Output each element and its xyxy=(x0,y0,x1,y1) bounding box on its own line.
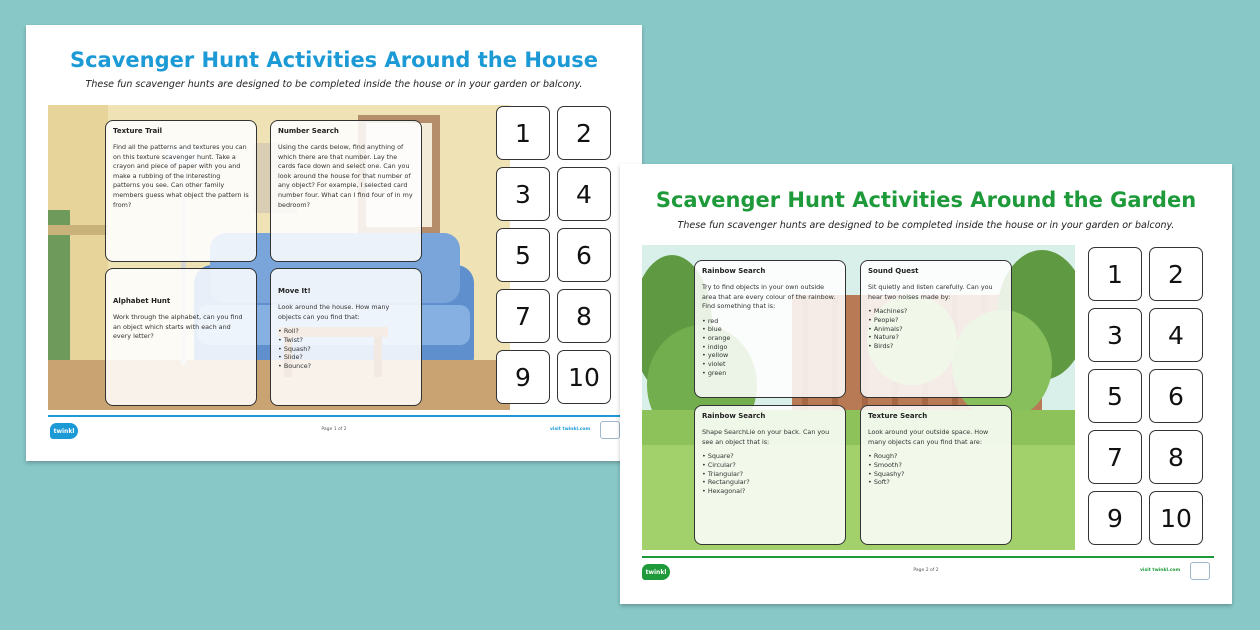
list-item: • green xyxy=(702,369,838,378)
number-card: 10 xyxy=(557,350,611,404)
list-item: • Square? xyxy=(702,452,838,461)
list-item: • Animals? xyxy=(868,325,1004,334)
list-item: • Squash? xyxy=(278,345,414,354)
list-item: • orange xyxy=(702,334,838,343)
list-item: • Twist? xyxy=(278,336,414,345)
list-item: • Circular? xyxy=(702,461,838,470)
garden-sheet-title: Scavenger Hunt Activities Around the Garden xyxy=(655,188,1197,212)
garden-sheet-subtitle: These fun scavenger hunts are designed to be completed inside the house or in your garden or balcony. xyxy=(677,220,1175,231)
list-item: • Slide? xyxy=(278,353,414,362)
number-card: 1 xyxy=(496,106,550,160)
house-room-illustration xyxy=(48,105,510,410)
number-cards-grid xyxy=(1088,247,1203,545)
activity-card-text: Work through the alphabet, can you find an object which starts with each and every letter? xyxy=(113,313,243,341)
list-item: • Triangular? xyxy=(702,470,838,479)
activity-card-text: Try to find objects in your own outside area that are every colour of the rainbow. Find something that is: xyxy=(702,283,836,311)
list-item: • Smooth? xyxy=(868,461,1004,470)
activity-card xyxy=(105,120,257,262)
garden-activity-sheet xyxy=(620,164,1232,604)
site-link: visit twinkl.com xyxy=(550,427,591,432)
activity-card-text: Look around the house. How many objects can you find that: xyxy=(278,303,390,321)
list-item: • Squashy? xyxy=(868,470,1004,479)
activity-card-text: Using the cards below, find anything of which there are that number. Lay the cards face down and select one. Can you look around the house for that number of any object? For example, I selected card number four. What can I find four of in my bedroom? xyxy=(278,143,413,209)
house-sheet-subtitle: These fun scavenger hunts are designed to be completed inside the house or in your garden or balcony. xyxy=(85,79,583,90)
twinkl-logo: twinkl xyxy=(50,423,78,439)
footer-divider xyxy=(48,415,620,417)
activity-card-title: Sound Quest xyxy=(868,267,919,275)
number-card: 7 xyxy=(1088,430,1142,484)
activity-card xyxy=(694,405,846,545)
activity-card-title: Texture Trail xyxy=(113,127,163,135)
list-item: • Rough? xyxy=(868,452,1004,461)
activity-card xyxy=(105,268,257,406)
list-item: • Machines? xyxy=(868,307,1004,316)
activity-card-title: Move It! xyxy=(278,287,311,295)
activity-card-text: Sit quietly and listen carefully. Can you hear two noises made by: xyxy=(868,283,993,301)
activity-card-title: Texture Search xyxy=(868,412,928,420)
list-item: • red xyxy=(702,317,838,326)
number-card: 5 xyxy=(496,228,550,282)
number-card: 8 xyxy=(1149,430,1203,484)
list-item: • blue xyxy=(702,325,838,334)
number-card: 3 xyxy=(1088,308,1142,362)
activity-card-title: Alphabet Hunt xyxy=(113,297,171,305)
activity-card xyxy=(860,260,1012,398)
number-card: 9 xyxy=(1088,491,1142,545)
number-card: 4 xyxy=(1149,308,1203,362)
activity-card-title: Rainbow Search xyxy=(702,412,766,420)
activity-card-text: Shape SearchLie on your back. Can you see an object that is: xyxy=(702,428,830,446)
number-card: 7 xyxy=(496,289,550,343)
list-item: • indigo xyxy=(702,343,838,352)
list-item: • Nature? xyxy=(868,333,1004,342)
number-card: 1 xyxy=(1088,247,1142,301)
list-item: • Rectangular? xyxy=(702,478,838,487)
list-item: • Hexagonal? xyxy=(702,487,838,496)
house-activity-sheet xyxy=(26,25,642,461)
activity-card-list xyxy=(278,327,414,370)
number-card: 6 xyxy=(557,228,611,282)
number-card: 8 xyxy=(557,289,611,343)
number-card: 9 xyxy=(496,350,550,404)
page-number: Page 1 of 2 xyxy=(321,427,347,432)
list-item: • Soft? xyxy=(868,478,1004,487)
footer-divider xyxy=(642,556,1214,558)
number-card: 2 xyxy=(557,106,611,160)
list-item: • Bounce? xyxy=(278,362,414,371)
activity-card xyxy=(270,120,422,262)
badge-icon xyxy=(600,421,620,439)
activity-card-list xyxy=(868,452,1004,487)
list-item: • Roll? xyxy=(278,327,414,336)
number-card: 3 xyxy=(496,167,550,221)
list-item: • yellow xyxy=(702,351,838,360)
garden-illustration xyxy=(642,245,1075,550)
number-card: 10 xyxy=(1149,491,1203,545)
house-sheet-title: Scavenger Hunt Activities Around the House xyxy=(69,48,599,72)
page-number: Page 2 of 2 xyxy=(913,568,939,573)
activity-card-title: Number Search xyxy=(278,127,339,135)
list-item: • Birds? xyxy=(868,342,1004,351)
list-item: • People? xyxy=(868,316,1004,325)
activity-card xyxy=(860,405,1012,545)
number-card: 6 xyxy=(1149,369,1203,423)
number-card: 4 xyxy=(557,167,611,221)
activity-card-title: Rainbow Search xyxy=(702,267,766,275)
activity-card-text: Find all the patterns and textures you can on this texture scavenger hunt. Take a crayon and piece of paper with you and make a rubbing of the interesting patterns you see. Can other family members guess what object the pattern is from? xyxy=(113,143,249,209)
badge-icon xyxy=(1190,562,1210,580)
activity-card-list xyxy=(868,307,1004,350)
number-cards-grid xyxy=(496,106,611,404)
activity-card xyxy=(270,268,422,406)
number-card: 5 xyxy=(1088,369,1142,423)
site-link: visit twinkl.com xyxy=(1140,568,1181,573)
activity-card-text: Look around your outside space. How many objects can you find that are: xyxy=(868,428,989,446)
number-card: 2 xyxy=(1149,247,1203,301)
activity-card-list xyxy=(702,317,838,377)
list-item: • violet xyxy=(702,360,838,369)
activity-card-list xyxy=(702,452,838,495)
twinkl-logo: twinkl xyxy=(642,564,670,580)
activity-card xyxy=(694,260,846,398)
